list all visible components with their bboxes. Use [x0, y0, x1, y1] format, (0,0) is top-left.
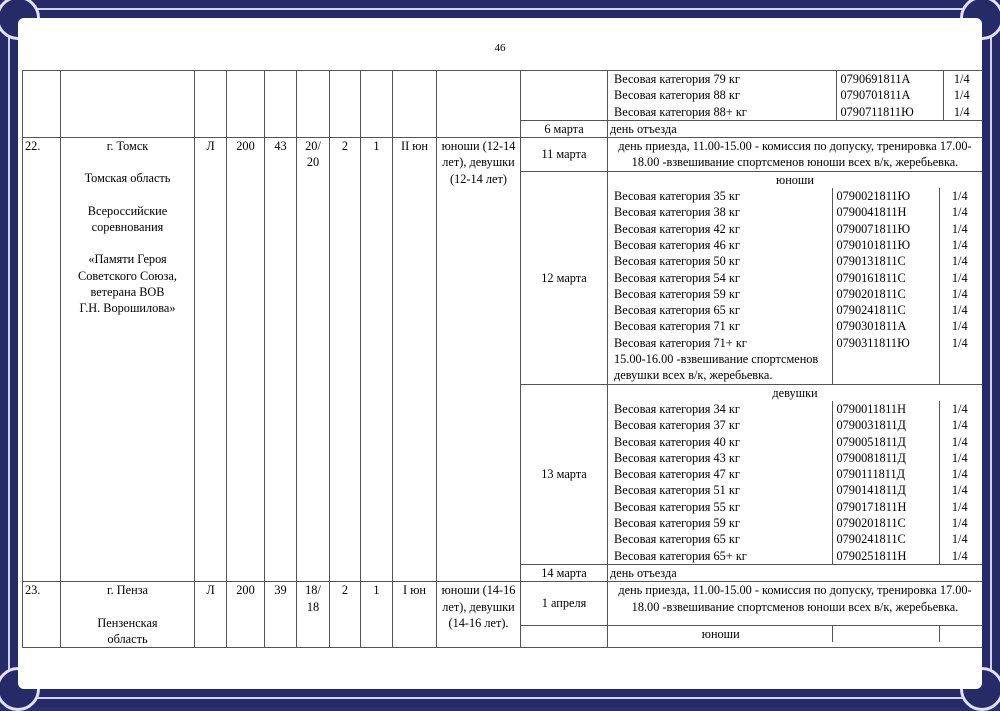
category-fraction: 1/4: [951, 516, 968, 531]
depart-date: 6 марта: [521, 120, 608, 137]
date-cell: [521, 71, 608, 121]
weight-category-label: Весовая категория 79 кг: [610, 71, 836, 87]
event-number: 22.: [23, 138, 61, 582]
weight-category-row: [610, 253, 980, 269]
place-line: г. Пенза: [106, 583, 149, 598]
weight-category-row: [610, 286, 980, 302]
category-code: 0790111811Д: [832, 466, 939, 482]
arrival-text: день приезда, 11.00-15.00 - комиссия по допуску, тренировка 17.00-18.00 -взвешивание спортсменов юноши всех в/к, жеребьевка.: [608, 138, 983, 172]
weight-list-table: [610, 626, 980, 642]
category-code: 0790041811Н: [832, 204, 939, 220]
weight-category-row: [610, 318, 980, 334]
weight-category-label: Весовая категория 43 кг: [610, 450, 832, 466]
event-place: [61, 138, 195, 582]
weight-list: [608, 171, 983, 384]
category-code: 0790131811С: [832, 253, 939, 269]
category-fraction: 1/4: [951, 270, 968, 285]
category-fraction: 1/4: [951, 303, 968, 318]
category-fraction: 1/4: [951, 335, 968, 350]
place-line: область: [107, 631, 148, 646]
event-col4: 200: [227, 138, 265, 582]
weight-category-row: [610, 335, 980, 351]
num-cell: [23, 71, 61, 138]
weight-category-label: Весовая категория 71 кг: [610, 318, 832, 334]
place-line: ветерана ВОВ: [90, 284, 165, 299]
category-fraction: 1/4: [951, 418, 968, 433]
event-col7: 2: [330, 582, 361, 648]
event-rank: I юн: [393, 582, 437, 648]
place-line: Пензенская: [97, 615, 158, 630]
event-groups: юноши (12-14 лет), девушки (12-14 лет): [437, 138, 521, 582]
weight-category-label: Весовая категория 55 кг: [610, 499, 832, 515]
weight-category-label: Весовая категория 88 кг: [610, 87, 836, 103]
event-col7: 2: [330, 138, 361, 582]
event-rank: II юн: [393, 138, 437, 582]
day-date: 12 марта: [521, 171, 608, 384]
category-code: 0790201811С: [832, 286, 939, 302]
event-col8: 1: [361, 582, 393, 648]
category-code: 0790241811С: [832, 302, 939, 318]
event-type: Л: [195, 138, 227, 582]
category-fraction: 1/4: [951, 205, 968, 220]
weight-category-label: Весовая категория 46 кг: [610, 237, 832, 253]
gender-header: девушки: [772, 385, 818, 400]
category-code: 0790011811Н: [832, 401, 939, 417]
weigh-in-note: 15.00-16.00 -взвешивание спортсменов девушки всех в/к, жеребьевка.: [610, 351, 832, 384]
category-fraction: 1/4: [951, 189, 968, 204]
weight-category-label: Весовая категория 54 кг: [610, 270, 832, 286]
place-line: [63, 599, 192, 615]
weight-category-label: Весовая категория 88+ кг: [610, 104, 836, 120]
category-code: 0790691811А: [836, 71, 943, 87]
weight-category-row: [610, 221, 980, 237]
category-fraction: 1/4: [951, 483, 968, 498]
category-code: 0790251811Н: [832, 548, 939, 564]
weight-category-label: Весовая категория 34 кг: [610, 401, 832, 417]
weight-category-label: Весовая категория 65 кг: [610, 531, 832, 547]
weight-category-row: [610, 87, 980, 103]
calendar-table: [22, 70, 982, 648]
category-fraction: 1/4: [951, 286, 968, 301]
event-col8: 1: [361, 138, 393, 582]
category-fraction: 1/4: [951, 499, 968, 514]
category-code: 0790311811Ю: [832, 335, 939, 351]
weight-category-row: [610, 417, 980, 433]
weight-category-label: Весовая категория 51 кг: [610, 482, 832, 498]
category-code: 0790071811Ю: [832, 221, 939, 237]
weight-category-row: [610, 466, 980, 482]
arrival-date: 11 марта: [521, 138, 608, 172]
weight-category-row: [610, 434, 980, 450]
weight-list-table: [610, 71, 980, 120]
weight-category-label: Весовая категория 71+ кг: [610, 335, 832, 351]
event-col6: 18/ 18: [297, 582, 330, 648]
gender-header: юноши: [610, 626, 832, 642]
place-line: г. Томск: [106, 139, 149, 154]
table-row: [23, 71, 983, 121]
weight-category-row: [610, 188, 980, 204]
category-fraction: 1/4: [953, 104, 970, 119]
category-code: 0790141811Д: [832, 482, 939, 498]
weight-category-label: Весовая категория 50 кг: [610, 253, 832, 269]
place-line: [63, 187, 192, 203]
weight-category-row: [610, 401, 980, 417]
weight-category-label: Весовая категория 59 кг: [610, 286, 832, 302]
event-col4: 200: [227, 582, 265, 648]
place-line: Г.Н. Ворошилова»: [79, 301, 176, 316]
category-code: 0790051811Д: [832, 434, 939, 450]
weight-category-row: [610, 482, 980, 498]
event-place: [61, 582, 195, 648]
weight-list: [608, 384, 983, 564]
weight-category-label: Весовая категория 37 кг: [610, 417, 832, 433]
category-code: 0790081811Д: [832, 450, 939, 466]
weight-category-row: [610, 499, 980, 515]
weight-category-row: [610, 302, 980, 318]
event-type: Л: [195, 582, 227, 648]
weight-category-row: [610, 104, 980, 120]
place-line: «Памяти Героя: [88, 252, 167, 267]
weight-category-row: [610, 450, 980, 466]
table-row: [23, 582, 983, 625]
category-code: 0790201811С: [832, 515, 939, 531]
category-fraction: 1/4: [951, 548, 968, 563]
weight-category-label: Весовая категория 40 кг: [610, 434, 832, 450]
place-line: соревнования: [91, 220, 164, 235]
document-page: [18, 18, 982, 689]
weight-category-row: [610, 548, 980, 564]
weight-category-label: Весовая категория 59 кг: [610, 515, 832, 531]
weight-category-row: [610, 515, 980, 531]
place-line: [63, 154, 192, 170]
arrival-text: день приезда, 11.00-15.00 - комиссия по допуску, тренировка 17.00-18.00 -взвешивание спортсменов юноши всех в/к, жеребьевка.: [608, 582, 983, 625]
weight-list-table: [610, 172, 980, 384]
place-line: Советского Союза,: [78, 268, 177, 283]
page-number: 46: [494, 42, 506, 54]
weight-category-label: Весовая категория 38 кг: [610, 204, 832, 220]
event-col5: 43: [265, 138, 297, 582]
depart-text: день отъезда: [608, 564, 983, 581]
category-fraction: 1/4: [953, 72, 970, 86]
place-line: [63, 235, 192, 251]
weight-category-row: [610, 270, 980, 286]
category-fraction: 1/4: [951, 532, 968, 547]
event-groups: юноши (14-16 лет), девушки (14-16 лет).: [437, 582, 521, 648]
category-code: 0790161811С: [832, 270, 939, 286]
category-fraction: 1/4: [951, 467, 968, 482]
weight-list-table: [610, 385, 980, 564]
event-col5: 39: [265, 582, 297, 648]
category-fraction: 1/4: [953, 88, 970, 103]
place-line: Томская область: [84, 171, 171, 186]
event-col6: 20/ 20: [297, 138, 330, 582]
category-code: 0790301811А: [832, 318, 939, 334]
weight-category-row: [610, 204, 980, 220]
category-code: 0790171811Н: [832, 499, 939, 515]
category-fraction: 1/4: [951, 434, 968, 449]
category-fraction: 1/4: [951, 319, 968, 334]
gender-header: юноши: [776, 172, 814, 187]
weight-category-label: Весовая категория 65 кг: [610, 302, 832, 318]
weight-category-row: [610, 71, 980, 87]
category-fraction: 1/4: [951, 254, 968, 269]
arrival-date: 1 апреля: [521, 582, 608, 625]
category-code: 0790031811Д: [832, 417, 939, 433]
weight-category-label: Весовая категория 65+ кг: [610, 548, 832, 564]
category-fraction: 1/4: [951, 401, 968, 416]
category-code: 0790711811Ю: [836, 104, 943, 120]
table-row: [23, 138, 983, 172]
weight-category-label: Весовая категория 35 кг: [610, 188, 832, 204]
category-fraction: 1/4: [951, 237, 968, 252]
category-fraction: 1/4: [951, 450, 968, 465]
category-code: 0790101811Ю: [832, 237, 939, 253]
weight-category-row: [610, 531, 980, 547]
event-number: 23.: [23, 582, 61, 648]
day-date: 13 марта: [521, 384, 608, 564]
depart-text: день отъезда: [608, 120, 983, 137]
weight-category-label: Весовая категория 42 кг: [610, 221, 832, 237]
place-cell: [61, 71, 195, 138]
category-code: 0790021811Ю: [832, 188, 939, 204]
category-code: 0790701811А: [836, 87, 943, 103]
weight-category-row: [610, 237, 980, 253]
category-code: 0790241811С: [832, 531, 939, 547]
depart-date: 14 марта: [521, 564, 608, 581]
category-fraction: 1/4: [951, 221, 968, 236]
place-line: Всероссийские: [87, 203, 168, 218]
weight-list: [608, 625, 983, 647]
weight-category-label: Весовая категория 47 кг: [610, 466, 832, 482]
weight-list: [608, 71, 983, 121]
